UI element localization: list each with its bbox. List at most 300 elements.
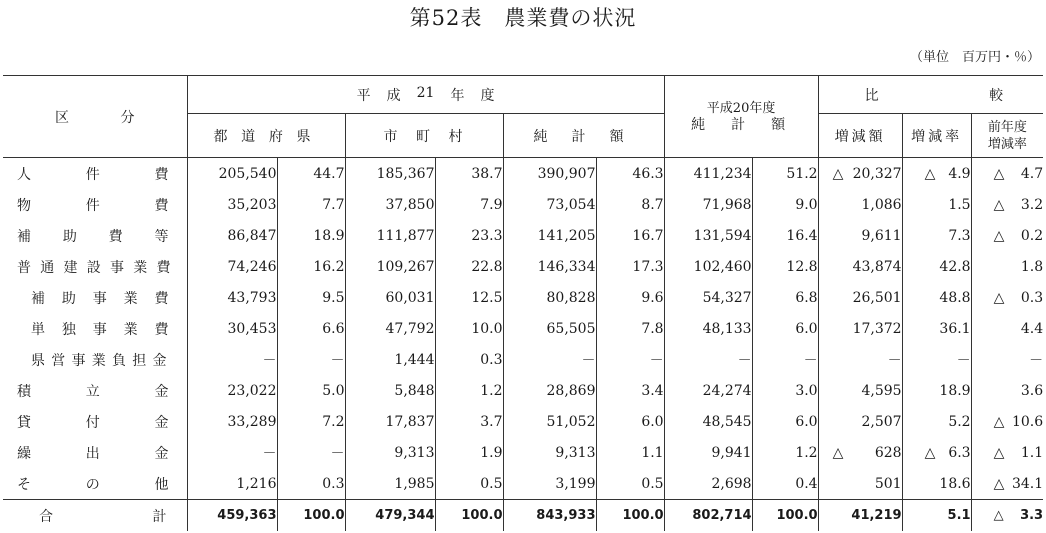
cell-value: 411,234 [693, 165, 752, 182]
cell-net-total [503, 282, 596, 313]
cell-value: 1.1 [1020, 444, 1044, 461]
cell-prefecture [187, 406, 277, 437]
cell-prev-net-total-pct [752, 500, 818, 532]
header-municipality-char: 町 [416, 128, 430, 145]
cell-value: 4,595 [861, 382, 902, 399]
negative-mark: △ [924, 165, 936, 182]
cell-municipality [345, 251, 435, 282]
row-label-char: 独 [61, 321, 76, 338]
cell-prev-net-total-pct [752, 437, 818, 468]
cell-value: 102,460 [693, 258, 752, 275]
cell-inc-rate [902, 158, 971, 190]
header-h21-part: 21 [416, 84, 435, 101]
cell-value: 74,246 [227, 258, 277, 275]
row-label-char: 等 [154, 228, 169, 245]
row-label-char: 物 [17, 197, 31, 214]
cell-value: 80,828 [546, 289, 596, 306]
cell-value: 43,793 [227, 289, 277, 306]
cell-municipality-pct [435, 406, 503, 437]
cell-net-total-pct [596, 189, 664, 220]
header-h20-line1: 平成20年度 [706, 100, 776, 116]
cell-prev-rate [971, 375, 1043, 406]
row-label-char: 事 [71, 352, 86, 369]
row-label-char: 費 [156, 259, 171, 276]
cell-value: 3.3 [1020, 508, 1044, 523]
cell-net-total-pct [596, 406, 664, 437]
negative-mark: △ [993, 165, 1005, 182]
header-h20-line2: 純 計 額 [691, 116, 792, 133]
table-row [3, 375, 1043, 406]
cell-prev-rate [971, 437, 1043, 468]
row-label-char: 金 [154, 414, 169, 431]
cell-value: 24,274 [702, 382, 752, 399]
cell-prev-net-total-pct [752, 375, 818, 406]
cell-value: 4.4 [1020, 320, 1044, 337]
cell-net-total-pct [596, 251, 664, 282]
cell-prefecture-pct [277, 500, 345, 532]
cell-prev-net-total [664, 251, 752, 282]
row-label-char: 助 [61, 290, 76, 307]
row-label-char: 業 [91, 352, 106, 369]
header-inc-amount: 増減額 [818, 114, 902, 158]
header-net-total-char: 計 [571, 128, 586, 145]
cell-value: 18.6 [939, 475, 971, 492]
cell-inc-amount [818, 500, 902, 532]
cell-inc-rate [902, 468, 971, 500]
header-h21-part: 年 [450, 87, 465, 104]
table-row [3, 251, 1043, 282]
row-label-char: 他 [154, 476, 169, 493]
cell-prev-rate [971, 189, 1043, 220]
cell-prev-net-total-pct [752, 344, 818, 375]
cell-prev-net-total [664, 375, 752, 406]
header-category [3, 76, 187, 158]
cell-prev-rate [971, 344, 1043, 375]
row-label-char: 普 [17, 259, 31, 276]
header-net-total-char: 純 [533, 128, 548, 145]
cell-net-total [503, 313, 596, 344]
row-label-char: 補 [31, 290, 45, 307]
cell-net-total-pct [596, 282, 664, 313]
cell-value: 20,327 [852, 165, 902, 182]
cell-value: 479,344 [375, 508, 435, 523]
unit-note: （単位 百万円・％） [909, 50, 1040, 65]
row-label-char: 合 [39, 508, 53, 525]
table-row [3, 158, 1043, 190]
cell-value: 6.0 [795, 320, 818, 337]
cell-net-total-pct [596, 220, 664, 251]
cell-value: 146,334 [537, 258, 596, 275]
row-label-char: 業 [123, 321, 138, 338]
row-label-char: 県 [31, 352, 45, 369]
cell-municipality [345, 282, 435, 313]
row-label-char: 金 [154, 445, 169, 462]
header-municipality [345, 114, 503, 158]
cell-value: 9.6 [641, 289, 664, 306]
cell-prev-net-total-pct [752, 406, 818, 437]
cell-value: 802,714 [692, 508, 752, 523]
cell-value: 28,869 [546, 382, 596, 399]
row-label-char: 補 [17, 228, 31, 245]
cell-inc-amount [818, 158, 902, 190]
cell-value: 3.0 [795, 382, 818, 399]
cell-municipality-pct [435, 437, 503, 468]
cell-municipality [345, 437, 435, 468]
cell-prefecture-pct [277, 313, 345, 344]
cell-prefecture [187, 313, 277, 344]
row-label-char: 費 [154, 166, 169, 183]
row-label-char: 貸 [17, 414, 31, 431]
cell-value: 46.3 [632, 165, 664, 182]
header-prefecture-char: 県 [296, 128, 311, 145]
row-label-char: 立 [85, 383, 100, 400]
cell-value: 10.0 [471, 320, 503, 337]
cell-value: 71,968 [702, 196, 752, 213]
header-h21-part: 度 [480, 87, 495, 104]
cell-value: － [330, 445, 345, 462]
cell-prev-net-total [664, 406, 752, 437]
cell-prev-rate [971, 158, 1043, 190]
cell-value: － [803, 352, 818, 369]
cell-value: 26,501 [852, 289, 902, 306]
cell-prefecture-pct [277, 468, 345, 500]
cell-value: 6.0 [795, 413, 818, 430]
cell-inc-amount [818, 406, 902, 437]
header-municipality-char: 村 [448, 128, 463, 145]
cell-value: 17,837 [385, 413, 435, 430]
table-row [3, 406, 1043, 437]
total-row [3, 500, 1043, 532]
cell-value: 185,367 [376, 165, 435, 182]
cell-value: 17,372 [852, 320, 902, 337]
cell-value: 47,792 [385, 320, 435, 337]
cell-net-total-pct [596, 375, 664, 406]
cell-value: 843,933 [536, 508, 596, 523]
cell-prev-net-total [664, 344, 752, 375]
cell-value: 48,133 [702, 320, 752, 337]
header-compare-char: 較 [989, 87, 1004, 104]
header-h21 [187, 76, 664, 114]
cell-value: 131,594 [693, 227, 752, 244]
row-label-char: 金 [154, 383, 169, 400]
cell-net-total [503, 344, 596, 375]
cell-value: 0.2 [1020, 227, 1044, 244]
cell-prefecture [187, 251, 277, 282]
cell-prev-net-total-pct [752, 158, 818, 190]
row-label-char: 営 [51, 352, 66, 369]
cell-value: 8.7 [641, 196, 664, 213]
cell-value: 41,219 [851, 508, 902, 523]
row-label-char: 積 [17, 383, 31, 400]
table-row [3, 437, 1043, 468]
cell-prev-net-total [664, 189, 752, 220]
cell-value: 3.7 [480, 413, 503, 430]
cell-value: 0.5 [480, 475, 503, 492]
cell-inc-amount [818, 468, 902, 500]
cell-value: 7.8 [641, 320, 664, 337]
cell-value: 54,327 [702, 289, 752, 306]
cell-prev-net-total [664, 220, 752, 251]
row-label [3, 282, 187, 313]
cell-prev-rate [971, 251, 1043, 282]
cell-municipality [345, 375, 435, 406]
table-row [3, 282, 1043, 313]
table-body [3, 158, 1043, 532]
cell-prefecture [187, 220, 277, 251]
cell-value: 3,199 [555, 475, 596, 492]
cell-prev-net-total [664, 437, 752, 468]
row-label-char: 件 [85, 166, 100, 183]
cell-municipality [345, 344, 435, 375]
cell-inc-rate [902, 500, 971, 532]
cell-prefecture [187, 500, 277, 532]
header-prefecture-char: 都 [213, 128, 228, 145]
cell-value: 16.2 [313, 258, 345, 275]
cell-value: 16.7 [632, 227, 664, 244]
cell-value: 501 [874, 475, 902, 492]
cell-value: 1,444 [394, 351, 435, 368]
cell-prev-net-total [664, 158, 752, 190]
cell-prev-net-total [664, 282, 752, 313]
table-row [3, 220, 1043, 251]
cell-value: － [262, 352, 277, 369]
cell-prev-rate [971, 406, 1043, 437]
row-label-char: 事 [92, 290, 107, 307]
cell-prev-rate [971, 468, 1043, 500]
cell-value: 10.6 [1011, 413, 1044, 430]
cell-prefecture-pct [277, 158, 345, 190]
cell-value: 0.4 [795, 475, 818, 492]
cell-prefecture [187, 375, 277, 406]
cell-value: 34.1 [1011, 475, 1044, 492]
header-prev-rate-line2: 増減率 [987, 136, 1027, 152]
row-label [3, 344, 187, 375]
cell-value: 6.0 [641, 413, 664, 430]
row-label-char: 助 [62, 228, 77, 245]
negative-mark: △ [924, 444, 936, 461]
cell-value: 9,313 [555, 444, 596, 461]
header-category-char: 分 [120, 109, 135, 126]
cell-municipality-pct [435, 282, 503, 313]
cell-prefecture [187, 282, 277, 313]
cell-prefecture-pct [277, 251, 345, 282]
row-label-char: 費 [154, 197, 169, 214]
cell-value: 141,205 [537, 227, 596, 244]
cell-prev-net-total-pct [752, 220, 818, 251]
cell-value: 9.0 [795, 196, 818, 213]
cell-value: 2,507 [861, 413, 902, 430]
table-row [3, 468, 1043, 500]
cell-value: 9.5 [322, 289, 345, 306]
negative-mark: △ [993, 413, 1005, 430]
header-prev-rate-line1: 前年度 [987, 119, 1027, 135]
cell-value: 111,877 [376, 227, 435, 244]
cell-municipality-pct [435, 220, 503, 251]
cell-municipality [345, 468, 435, 500]
cell-inc-amount [818, 344, 902, 375]
header-prev-rate [971, 114, 1043, 158]
cell-value: 12.8 [786, 258, 818, 275]
cell-value: 38.7 [471, 165, 503, 182]
cell-value: 100.0 [303, 508, 345, 523]
cell-value: 7.2 [322, 413, 345, 430]
cell-value: 4.7 [1020, 165, 1044, 182]
row-label-char: 通 [40, 259, 55, 276]
row-label [3, 251, 187, 282]
row-label-char: 負 [112, 352, 126, 369]
negative-mark: △ [993, 289, 1005, 306]
cell-municipality-pct [435, 158, 503, 190]
row-label-char: 繰 [17, 445, 31, 462]
cell-prefecture-pct [277, 437, 345, 468]
cell-value: 86,847 [227, 227, 277, 244]
cell-value: 12.5 [471, 289, 503, 306]
cell-value: 18.9 [313, 227, 345, 244]
row-label [3, 375, 187, 406]
table-title: 第52表 農業費の状況 [409, 6, 637, 30]
cell-inc-rate [902, 251, 971, 282]
row-label-char: 金 [152, 352, 167, 369]
cell-municipality-pct [435, 344, 503, 375]
row-label-char: 事 [110, 259, 124, 276]
cell-municipality [345, 313, 435, 344]
cell-prefecture-pct [277, 406, 345, 437]
cell-inc-rate [902, 344, 971, 375]
row-label-char: 付 [85, 414, 100, 431]
cell-value: 18.9 [939, 382, 971, 399]
cell-prev-net-total-pct [752, 282, 818, 313]
row-label-char: 業 [123, 290, 138, 307]
header-category-char: 区 [55, 109, 69, 126]
cell-prev-net-total [664, 313, 752, 344]
cell-value: － [262, 445, 277, 462]
cell-value: 7.9 [480, 196, 503, 213]
row-label [3, 406, 187, 437]
cell-inc-amount [818, 437, 902, 468]
cell-value: 60,031 [385, 289, 435, 306]
cell-value: 5.2 [948, 413, 971, 430]
cell-value: 9,611 [861, 227, 902, 244]
cell-net-total [503, 468, 596, 500]
cell-prev-net-total [664, 500, 752, 532]
cell-value: 33,289 [227, 413, 277, 430]
cell-net-total-pct [596, 500, 664, 532]
cell-value: 1.5 [948, 196, 971, 213]
cell-value: 48,545 [702, 413, 752, 430]
cell-net-total [503, 437, 596, 468]
row-label-char: そ [17, 476, 31, 493]
cell-prefecture-pct [277, 344, 345, 375]
cell-value: 0.3 [480, 351, 503, 368]
row-label-char: 建 [63, 259, 78, 276]
cell-value: 7.3 [948, 227, 971, 244]
cell-inc-amount [818, 220, 902, 251]
cell-net-total [503, 500, 596, 532]
cell-value: 1,216 [236, 475, 277, 492]
cell-value: 73,054 [546, 196, 596, 213]
row-label-char: 業 [133, 259, 148, 276]
cell-value: 51.2 [786, 165, 818, 182]
header-prefecture [187, 114, 345, 158]
cell-prefecture [187, 437, 277, 468]
cell-value: 0.5 [641, 475, 664, 492]
header-h21-part: 成 [386, 87, 401, 104]
cell-municipality [345, 406, 435, 437]
cell-value: 628 [874, 444, 902, 461]
cell-prev-rate [971, 220, 1043, 251]
cell-prefecture-pct [277, 189, 345, 220]
cell-value: 44.7 [313, 165, 345, 182]
cell-prefecture [187, 468, 277, 500]
cell-value: 5,848 [394, 382, 435, 399]
cell-prev-net-total-pct [752, 251, 818, 282]
negative-mark: △ [993, 444, 1005, 461]
cell-value: 1.2 [480, 382, 503, 399]
cell-net-total-pct [596, 313, 664, 344]
cell-value: 65,505 [546, 320, 596, 337]
negative-mark: △ [993, 227, 1005, 244]
cell-value: 100.0 [461, 508, 503, 523]
cell-municipality-pct [435, 251, 503, 282]
cell-value: 3.4 [641, 382, 664, 399]
cell-value: 2,698 [711, 475, 752, 492]
cell-value: 459,363 [217, 508, 277, 523]
cell-prefecture [187, 189, 277, 220]
cell-value: 3.2 [1020, 196, 1044, 213]
cell-value: 6.6 [322, 320, 345, 337]
cell-prefecture [187, 344, 277, 375]
cell-value: 1,985 [394, 475, 435, 492]
cell-municipality-pct [435, 500, 503, 532]
cell-prev-net-total [664, 468, 752, 500]
cell-inc-rate [902, 189, 971, 220]
cell-net-total [503, 251, 596, 282]
table-row [3, 344, 1043, 375]
row-label-char: 費 [108, 228, 123, 245]
cell-municipality-pct [435, 313, 503, 344]
row-label-char: の [85, 476, 100, 493]
header-prefecture-char: 府 [268, 128, 283, 145]
header-prefecture-char: 道 [241, 128, 256, 145]
cell-value: 1.8 [1020, 258, 1044, 275]
cell-net-total [503, 406, 596, 437]
row-label-char: 人 [17, 166, 31, 183]
table-row [3, 313, 1043, 344]
cell-inc-amount [818, 375, 902, 406]
row-label-char: 件 [85, 197, 100, 214]
cell-value: 4.9 [948, 165, 971, 182]
header-net-total [503, 114, 664, 158]
row-label [3, 220, 187, 251]
row-label-char: 出 [85, 445, 100, 462]
row-label [3, 189, 187, 220]
cell-value: 9,941 [711, 444, 752, 461]
cell-inc-amount [818, 313, 902, 344]
negative-mark: △ [993, 475, 1005, 492]
header-h20 [664, 76, 818, 158]
cell-value: 0.3 [1020, 289, 1044, 306]
cell-inc-rate [902, 282, 971, 313]
cell-value: 37,850 [385, 196, 435, 213]
cell-net-total [503, 220, 596, 251]
cell-inc-rate [902, 220, 971, 251]
cell-value: 5.1 [947, 508, 971, 523]
cell-value: 43,874 [852, 258, 902, 275]
cell-value: 16.4 [786, 227, 818, 244]
row-label [3, 437, 187, 468]
row-label [3, 158, 187, 190]
cell-prev-net-total-pct [752, 313, 818, 344]
